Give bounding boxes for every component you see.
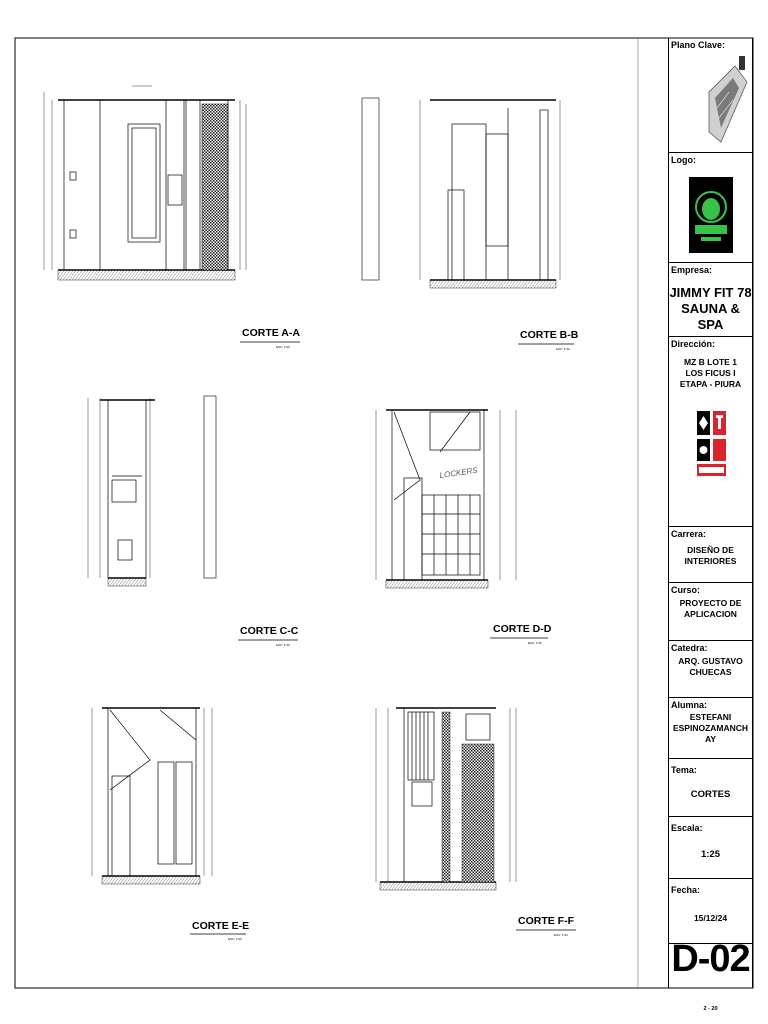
lockers-sign: LOCKERS [439,465,479,480]
section-scale-b: ESC: 1:50 [556,347,570,351]
section-title-b: CORTE B-B [520,329,579,341]
professor-cell [669,641,752,698]
section-scale-c: ESC: 1:50 [276,643,290,647]
section-c-drawing [88,396,216,586]
key-plan-label: Plano Clave: [671,40,726,50]
company-name: JIMMY FIT 78 SAUNA & SPA [669,285,752,332]
address-cell [669,337,752,527]
logo-cell [669,153,752,263]
title-block [668,38,753,1012]
topic-cell [669,759,752,817]
date-value: 15/12/24 [693,913,728,923]
section-title-d: CORTE D-D [493,623,552,635]
date-cell [669,879,752,944]
section-d-drawing [376,410,516,588]
company-logo [689,177,733,253]
section-scale-a: ESC: 1:50 [276,345,290,349]
professor-label: Catedra: [671,643,708,653]
course-cell [669,583,752,641]
course-value: PROYECTO DE APLICACION [679,598,742,619]
career-label: Carrera: [671,529,707,539]
student-cell [669,698,752,759]
section-scale-e: ESC: 1:50 [228,937,242,941]
institution-logo [697,411,727,477]
topic-value: CORTES [690,789,731,800]
career-value: DISEÑO DE INTERIORES [684,545,737,566]
scale-cell [669,817,752,879]
section-scale-d: ESC: 1:50 [528,641,542,645]
company-label: Empresa: [671,265,713,275]
section-title-f: CORTE F-F [518,915,574,927]
key-plan-image [705,52,751,148]
scale-value: 1:25 [700,849,720,860]
address-value: MZ B LOTE 1 LOS FICUS I ETAPA - PIURA [679,357,742,389]
section-b-drawing [362,98,560,288]
company-cell [669,263,752,337]
professor-value: ARQ. GUSTAVO CHUECAS [678,656,743,677]
section-title-e: CORTE E-E [192,920,250,932]
sheet-frame [15,38,753,988]
section-a-drawing [44,86,246,280]
sheet-number: 2 - 20 [703,1006,718,1012]
sheet-code: D-02 [671,938,750,980]
address-label: Dirección: [671,339,716,349]
section-e-drawing [92,708,212,884]
section-f-drawing [376,708,516,890]
logo-label: Logo: [671,155,696,165]
section-title-c: CORTE C-C [240,625,299,637]
course-label: Curso: [671,585,700,595]
section-title-a: CORTE A-A [242,327,300,339]
student-label: Alumna: [671,700,707,710]
date-label: Fecha: [671,885,701,895]
student-value: ESTEFANI ESPINOZAMANCHAY [672,712,749,744]
topic-label: Tema: [671,765,697,775]
section-scale-f: ESC: 1:50 [554,933,568,937]
key-plan-cell [669,38,752,153]
sheet-code-cell [669,938,752,1012]
scale-label: Escala: [671,823,703,833]
career-cell [669,527,752,583]
